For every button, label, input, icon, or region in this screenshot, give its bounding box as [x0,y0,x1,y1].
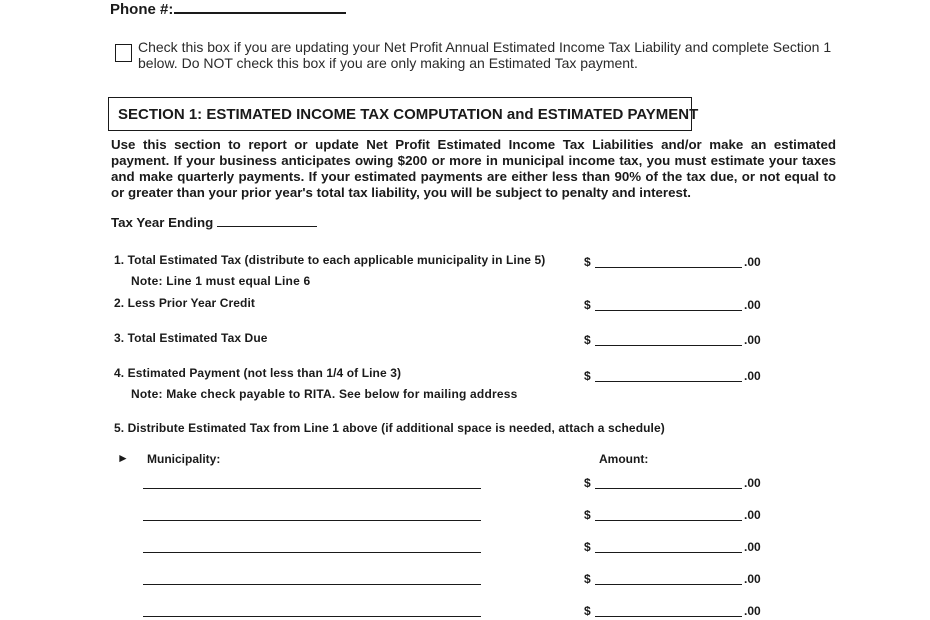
line-4-amount [584,367,764,387]
dollar-sign: $ [584,369,591,383]
line-3-label: 3. Total Estimated Tax Due [114,331,268,345]
dollar-sign: $ [584,255,591,269]
cents-suffix: .00 [744,604,761,618]
section-1-instructions-text: Use this section to report or update Net Profit Estimated Income Tax Liabilities and/or make an estimated payment. If your business anticipates owing $200 or more in municipal income tax, you must estimate your taxes and make quarterly payments. If your estimated payments are either less than 90% of the tax due, or not equal to or greater than your prior year's total tax liability, you will be subject to penalty and interest. [111,137,836,200]
line-3-amount [584,331,764,351]
line-5-label: 5. Distribute Estimated Tax from Line 1 above (if additional space is needed, attach a schedule) [114,421,665,435]
section-1-instructions [111,137,836,201]
dollar-sign: $ [584,298,591,312]
municipality-amount-4 [584,570,764,590]
line-1-label: 1. Total Estimated Tax (distribute to each applicable municipality in Line 5) [114,253,546,267]
line-2-amount [584,296,764,316]
update-liability-checkbox[interactable] [115,44,132,62]
line-2-amount-input[interactable] [595,310,742,311]
municipality-column-header: Municipality: [147,452,221,466]
dollar-sign: $ [584,476,591,490]
municipality-input-2[interactable] [143,520,481,521]
line-4-amount-input[interactable] [595,381,742,382]
dollar-sign: $ [584,333,591,347]
bullet-arrow-icon: ► [117,451,129,465]
municipality-input-3[interactable] [143,552,481,553]
dollar-sign: $ [584,508,591,522]
phone-label: Phone #: [110,1,174,18]
cents-suffix: .00 [744,572,761,586]
amount-column-header: Amount: [599,452,649,466]
municipality-input-5[interactable] [143,616,481,617]
tax-year-ending-label: Tax Year Ending [111,215,214,230]
cents-suffix: .00 [744,508,761,522]
line-4-label: 4. Estimated Payment (not less than 1/4 of Line 3) [114,366,402,380]
municipality-input-1[interactable] [143,488,481,489]
municipality-amount-input-4[interactable] [595,584,742,585]
municipality-amount-input-1[interactable] [595,488,742,489]
dollar-sign: $ [584,540,591,554]
phone-input[interactable] [174,0,346,14]
municipality-amount-input-2[interactable] [595,520,742,521]
line-2-label: 2. Less Prior Year Credit [114,296,256,310]
section-1-title: SECTION 1: ESTIMATED INCOME TAX COMPUTATION and ESTIMATED PAYMENT [108,97,692,131]
dollar-sign: $ [584,604,591,618]
municipality-amount-input-3[interactable] [595,552,742,553]
line-3-amount-input[interactable] [595,345,742,346]
cents-suffix: .00 [744,540,761,554]
cents-suffix: .00 [744,476,761,490]
line-4-note: Note: Make check payable to RITA. See below for mailing address [131,387,518,401]
line-1-amount [584,253,764,273]
tax-year-ending-input[interactable] [217,216,317,227]
phone-field-row [110,0,346,18]
tax-year-ending-row [111,215,317,230]
dollar-sign: $ [584,572,591,586]
municipality-amount-1 [584,474,764,494]
line-1-amount-input[interactable] [595,267,742,268]
municipality-input-4[interactable] [143,584,481,585]
update-liability-checkbox-label: Check this box if you are updating your Net Profit Annual Estimated Income Tax Liability and complete Section 1 below. Do NOT check this box if you are only making an Estimated Tax payment. [138,39,832,71]
municipality-amount-input-5[interactable] [595,616,742,617]
cents-suffix: .00 [744,333,761,347]
cents-suffix: .00 [744,255,761,269]
municipality-amount-2 [584,506,764,526]
cents-suffix: .00 [744,298,761,312]
line-1-note: Note: Line 1 must equal Line 6 [131,274,311,288]
municipality-amount-5 [584,602,764,620]
municipality-amount-3 [584,538,764,558]
cents-suffix: .00 [744,369,761,383]
